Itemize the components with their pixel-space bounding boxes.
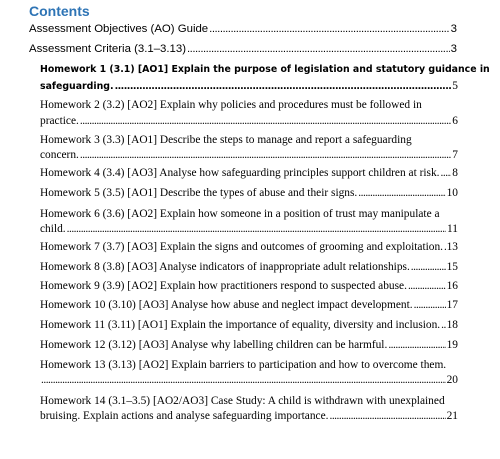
toc-entry-page: 5 bbox=[452, 80, 458, 92]
toc-entry-page: 21 bbox=[446, 410, 458, 422]
dot-leader bbox=[80, 149, 451, 161]
toc-entry-page: 11 bbox=[447, 223, 458, 235]
toc-entry-hw6[interactable] bbox=[40, 223, 458, 235]
toc-entry-title: Homework 7 (3.7) [AO3] Explain the signs and outcomes of grooming and exploitation. bbox=[40, 241, 444, 253]
toc-entry-page: 10 bbox=[446, 187, 458, 199]
toc-entry-hw5[interactable] bbox=[40, 187, 458, 199]
toc-entry-hw3[interactable] bbox=[40, 149, 458, 161]
toc-entry-title: Homework 8 (3.8) [AO3] Analyse indicators of inappropriate adult relationships. bbox=[40, 261, 410, 273]
toc-entry-hw14-line1[interactable]: Homework 14 (3.1–3.5) [AO2/AO3] Case Study: A child is withdrawn with unexplained bbox=[40, 395, 445, 407]
contents-heading: Contents bbox=[29, 3, 90, 19]
dot-leader bbox=[209, 23, 450, 35]
toc-entry-page: 13 bbox=[446, 241, 458, 253]
dot-leader bbox=[329, 410, 445, 422]
toc-entry-hw13[interactable] bbox=[40, 374, 458, 386]
toc-entry-hw14[interactable] bbox=[40, 410, 458, 422]
toc-entry-hw8[interactable] bbox=[40, 261, 458, 273]
toc-entry-hw1-line1[interactable]: Homework 1 (3.1) [AO1] Explain the purpose of legislation and statutory guidance in bbox=[40, 64, 490, 75]
toc-entry-page: 16 bbox=[446, 280, 458, 292]
toc-entry-title: safeguarding. bbox=[40, 81, 114, 92]
toc-entry-title: Homework 4 (3.4) [AO3] Analyse how safeguarding principles support children at risk. bbox=[40, 167, 440, 179]
toc-entry-hw12[interactable] bbox=[40, 339, 458, 351]
dot-leader bbox=[441, 167, 452, 179]
toc-entry-hw6-line1[interactable]: Homework 6 (3.6) [AO2] Explain how someone in a position of trust may manipulate a bbox=[40, 208, 440, 220]
toc-entry-page: 3 bbox=[450, 43, 457, 55]
toc-entry-hw13-line1[interactable]: Homework 13 (3.13) [AO2] Explain barriers to participation and how to overcome them. bbox=[40, 359, 447, 371]
dot-leader bbox=[187, 43, 450, 55]
toc-entry-hw2[interactable] bbox=[40, 115, 458, 127]
toc-entry-page: 3 bbox=[450, 23, 457, 35]
toc-entry-hw4[interactable] bbox=[40, 167, 458, 179]
toc-entry-title: practice. bbox=[40, 115, 79, 127]
toc-entry-hw2-line1[interactable]: Homework 2 (3.2) [AO2] Explain why policies and procedures must be followed in bbox=[40, 99, 422, 111]
toc-entry-page: 7 bbox=[452, 149, 458, 161]
toc-entry-page: 19 bbox=[446, 339, 458, 351]
dot-leader bbox=[444, 241, 446, 253]
toc-entry-hw1[interactable] bbox=[40, 80, 458, 92]
dot-leader bbox=[408, 280, 446, 292]
toc-entry-page: 18 bbox=[446, 319, 458, 331]
toc-entry-page: 6 bbox=[452, 115, 458, 127]
toc-entry-title: Homework 11 (3.11) [AO1] Explain the importance of equality, diversity and inclusion. bbox=[40, 319, 441, 331]
toc-entry-assessment-criteria[interactable] bbox=[29, 43, 457, 55]
dot-leader bbox=[441, 319, 445, 331]
dot-leader bbox=[115, 81, 452, 92]
toc-entry-page: 15 bbox=[446, 261, 458, 273]
toc-entry-ao-guide[interactable] bbox=[29, 23, 457, 35]
toc-entry-hw10[interactable] bbox=[40, 299, 458, 311]
toc-entry-hw11[interactable] bbox=[40, 319, 458, 331]
toc-entry-hw3-line1[interactable]: Homework 3 (3.3) [AO1] Describe the steps to manage and report a safeguarding bbox=[40, 134, 412, 146]
dot-leader bbox=[358, 187, 445, 199]
toc-entry-page: 20 bbox=[446, 374, 458, 386]
toc-entry-title: Assessment Criteria (3.1–3.13) bbox=[29, 43, 186, 55]
toc-entry-title: Homework 10 (3.10) [AO3] Analyse how abuse and neglect impact development. bbox=[40, 299, 413, 311]
toc-entry-title: Homework 5 (3.5) [AO1] Describe the types of abuse and their signs. bbox=[40, 187, 358, 199]
toc-entry-title: Homework 12 (3.12) [AO3] Analyse why labelling children can be harmful. bbox=[40, 339, 388, 351]
toc-entry-title: child. bbox=[40, 223, 66, 235]
toc-entry-page: 8 bbox=[452, 167, 458, 179]
toc-entry-title: bruising. Explain actions and analyse safeguarding importance. bbox=[40, 410, 329, 422]
toc-entry-title: Homework 9 (3.9) [AO2] Explain how practitioners respond to suspected abuse. bbox=[40, 280, 407, 292]
dot-leader bbox=[67, 223, 446, 235]
toc-entry-page: 17 bbox=[446, 299, 458, 311]
toc-entry-hw7[interactable] bbox=[40, 241, 458, 253]
dot-leader bbox=[80, 115, 451, 127]
toc-entry-title: Assessment Objectives (AO) Guide bbox=[29, 23, 209, 35]
dot-leader bbox=[388, 339, 445, 351]
dot-leader bbox=[41, 374, 446, 386]
dot-leader bbox=[411, 261, 446, 273]
toc-entry-title: concern. bbox=[40, 149, 79, 161]
dot-leader bbox=[414, 299, 446, 311]
toc-entry-hw9[interactable] bbox=[40, 280, 458, 292]
